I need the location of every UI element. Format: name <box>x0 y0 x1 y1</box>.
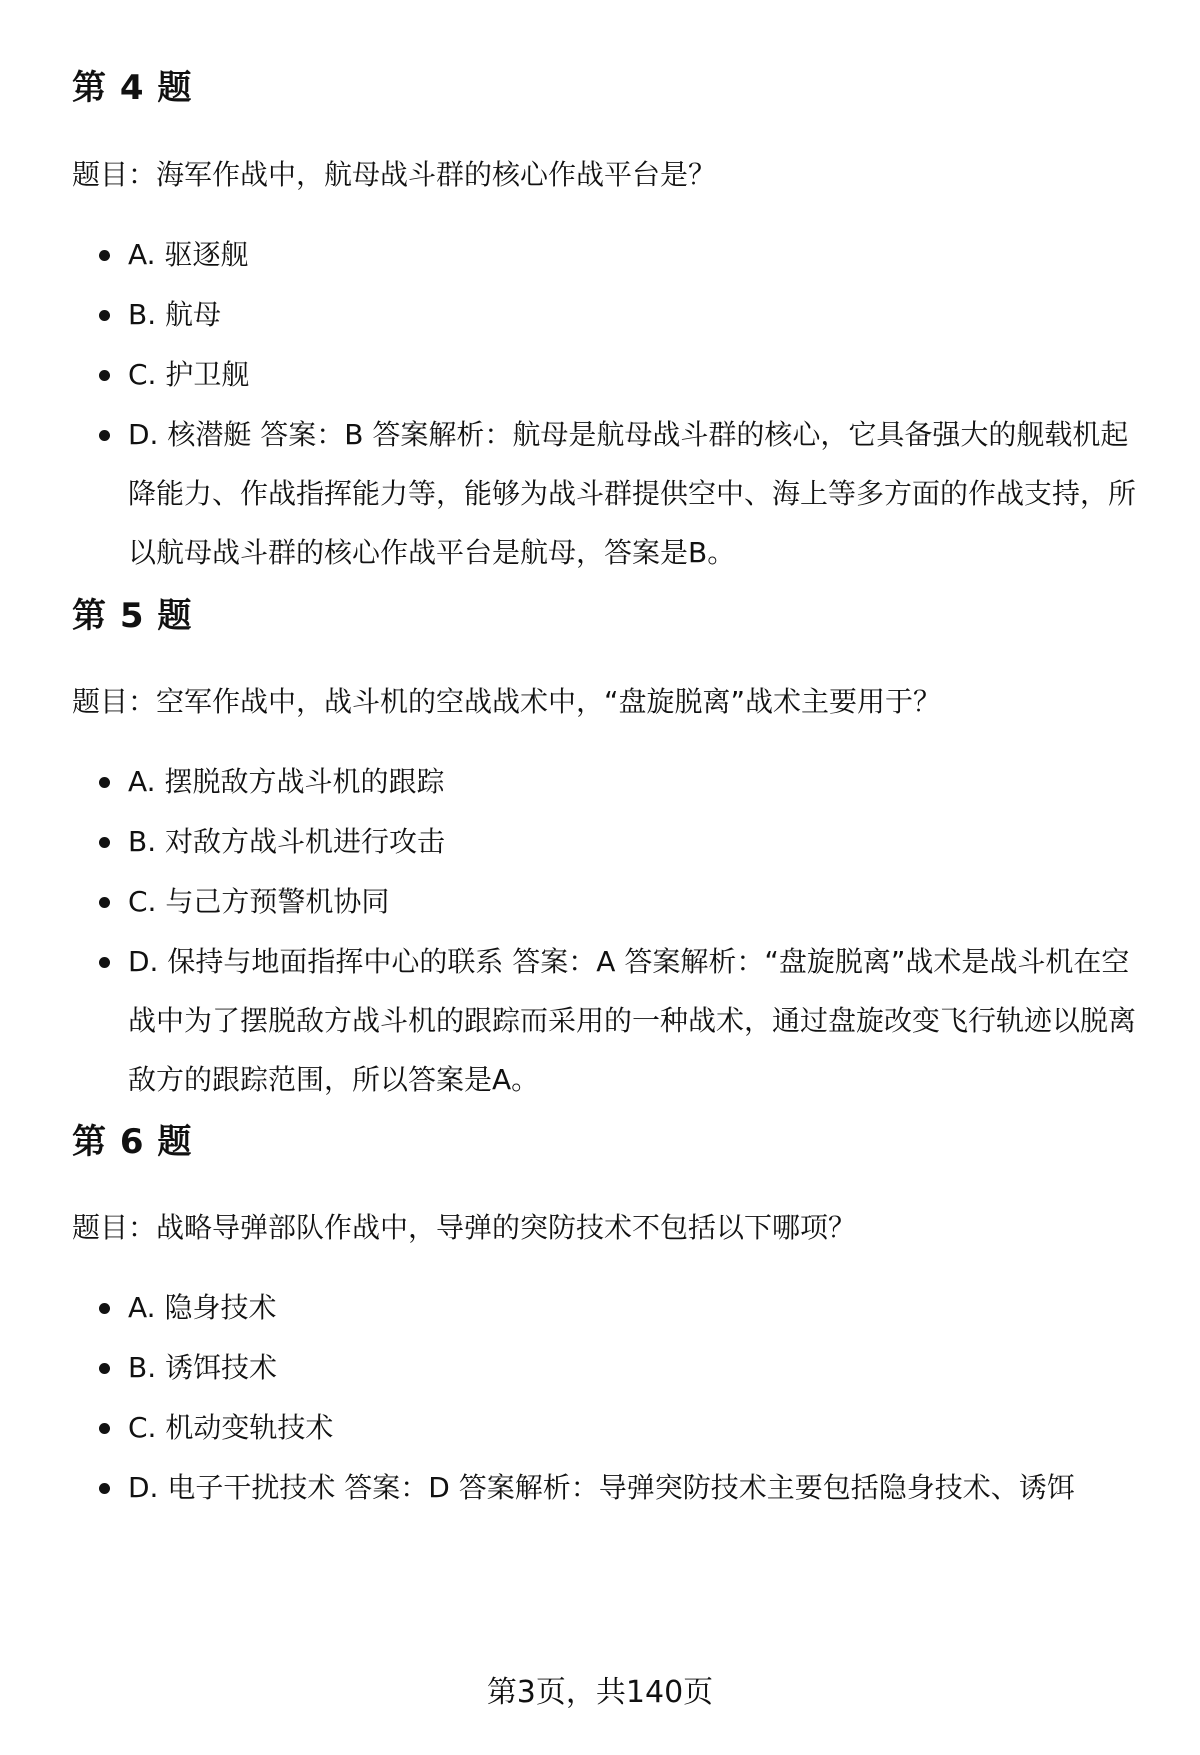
question-4-stem: 题目：海军作战中，航母战斗群的核心作战平台是？ <box>72 158 717 191</box>
question-5-option-b: B. 对敌方战斗机进行攻击 <box>0 812 1150 872</box>
question-6-title: 第 6 题 <box>72 1122 193 1162</box>
question-4-title: 第 4 题 <box>72 68 193 108</box>
question-5-options <box>0 752 1150 1109</box>
question-6-options <box>0 1278 1150 1517</box>
question-6-option-b: B. 诱饵技术 <box>0 1338 1150 1398</box>
question-4-option-c: C. 护卫舰 <box>0 345 1150 405</box>
question-5-option-a: A. 摆脱敌方战斗机的跟踪 <box>0 752 1150 812</box>
question-4-option-d-answer: D. 核潜艇 答案：B 答案解析：航母是航母战斗群的核心，它具备强大的舰载机起降能力、作战指挥能力等，能够为战斗群提供空中、海上等多方面的作战支持，所以航母战斗群的核心作战平台是航母，答案是B。 <box>0 405 1150 582</box>
question-5-title: 第 5 题 <box>72 596 193 636</box>
question-5-stem: 题目：空军作战中，战斗机的空战战术中，“盘旋脱离”战术主要用于？ <box>72 685 942 718</box>
question-6-option-a: A. 隐身技术 <box>0 1278 1150 1338</box>
question-4-option-a: A. 驱逐舰 <box>0 225 1150 285</box>
question-6-option-d-answer: D. 电子干扰技术 答案：D 答案解析：导弹突防技术主要包括隐身技术、诱饵 <box>0 1458 1150 1517</box>
question-4-options <box>0 225 1150 582</box>
question-4-option-b: B. 航母 <box>0 285 1150 345</box>
question-5-option-c: C. 与己方预警机协同 <box>0 872 1150 932</box>
question-6-option-c: C. 机动变轨技术 <box>0 1398 1150 1458</box>
question-5-option-d-answer: D. 保持与地面指挥中心的联系 答案：A 答案解析：“盘旋脱离”战术是战斗机在空战中为了摆脱敌方战斗机的跟踪而采用的一种战术，通过盘旋改变飞行轨迹以脱离敌方的跟踪范围，所以答案是A。 <box>0 932 1150 1109</box>
page-number-footer: 第3页，共140页 <box>486 1675 714 1710</box>
question-6-stem: 题目：战略导弹部队作战中，导弹的突防技术不包括以下哪项？ <box>72 1211 857 1244</box>
